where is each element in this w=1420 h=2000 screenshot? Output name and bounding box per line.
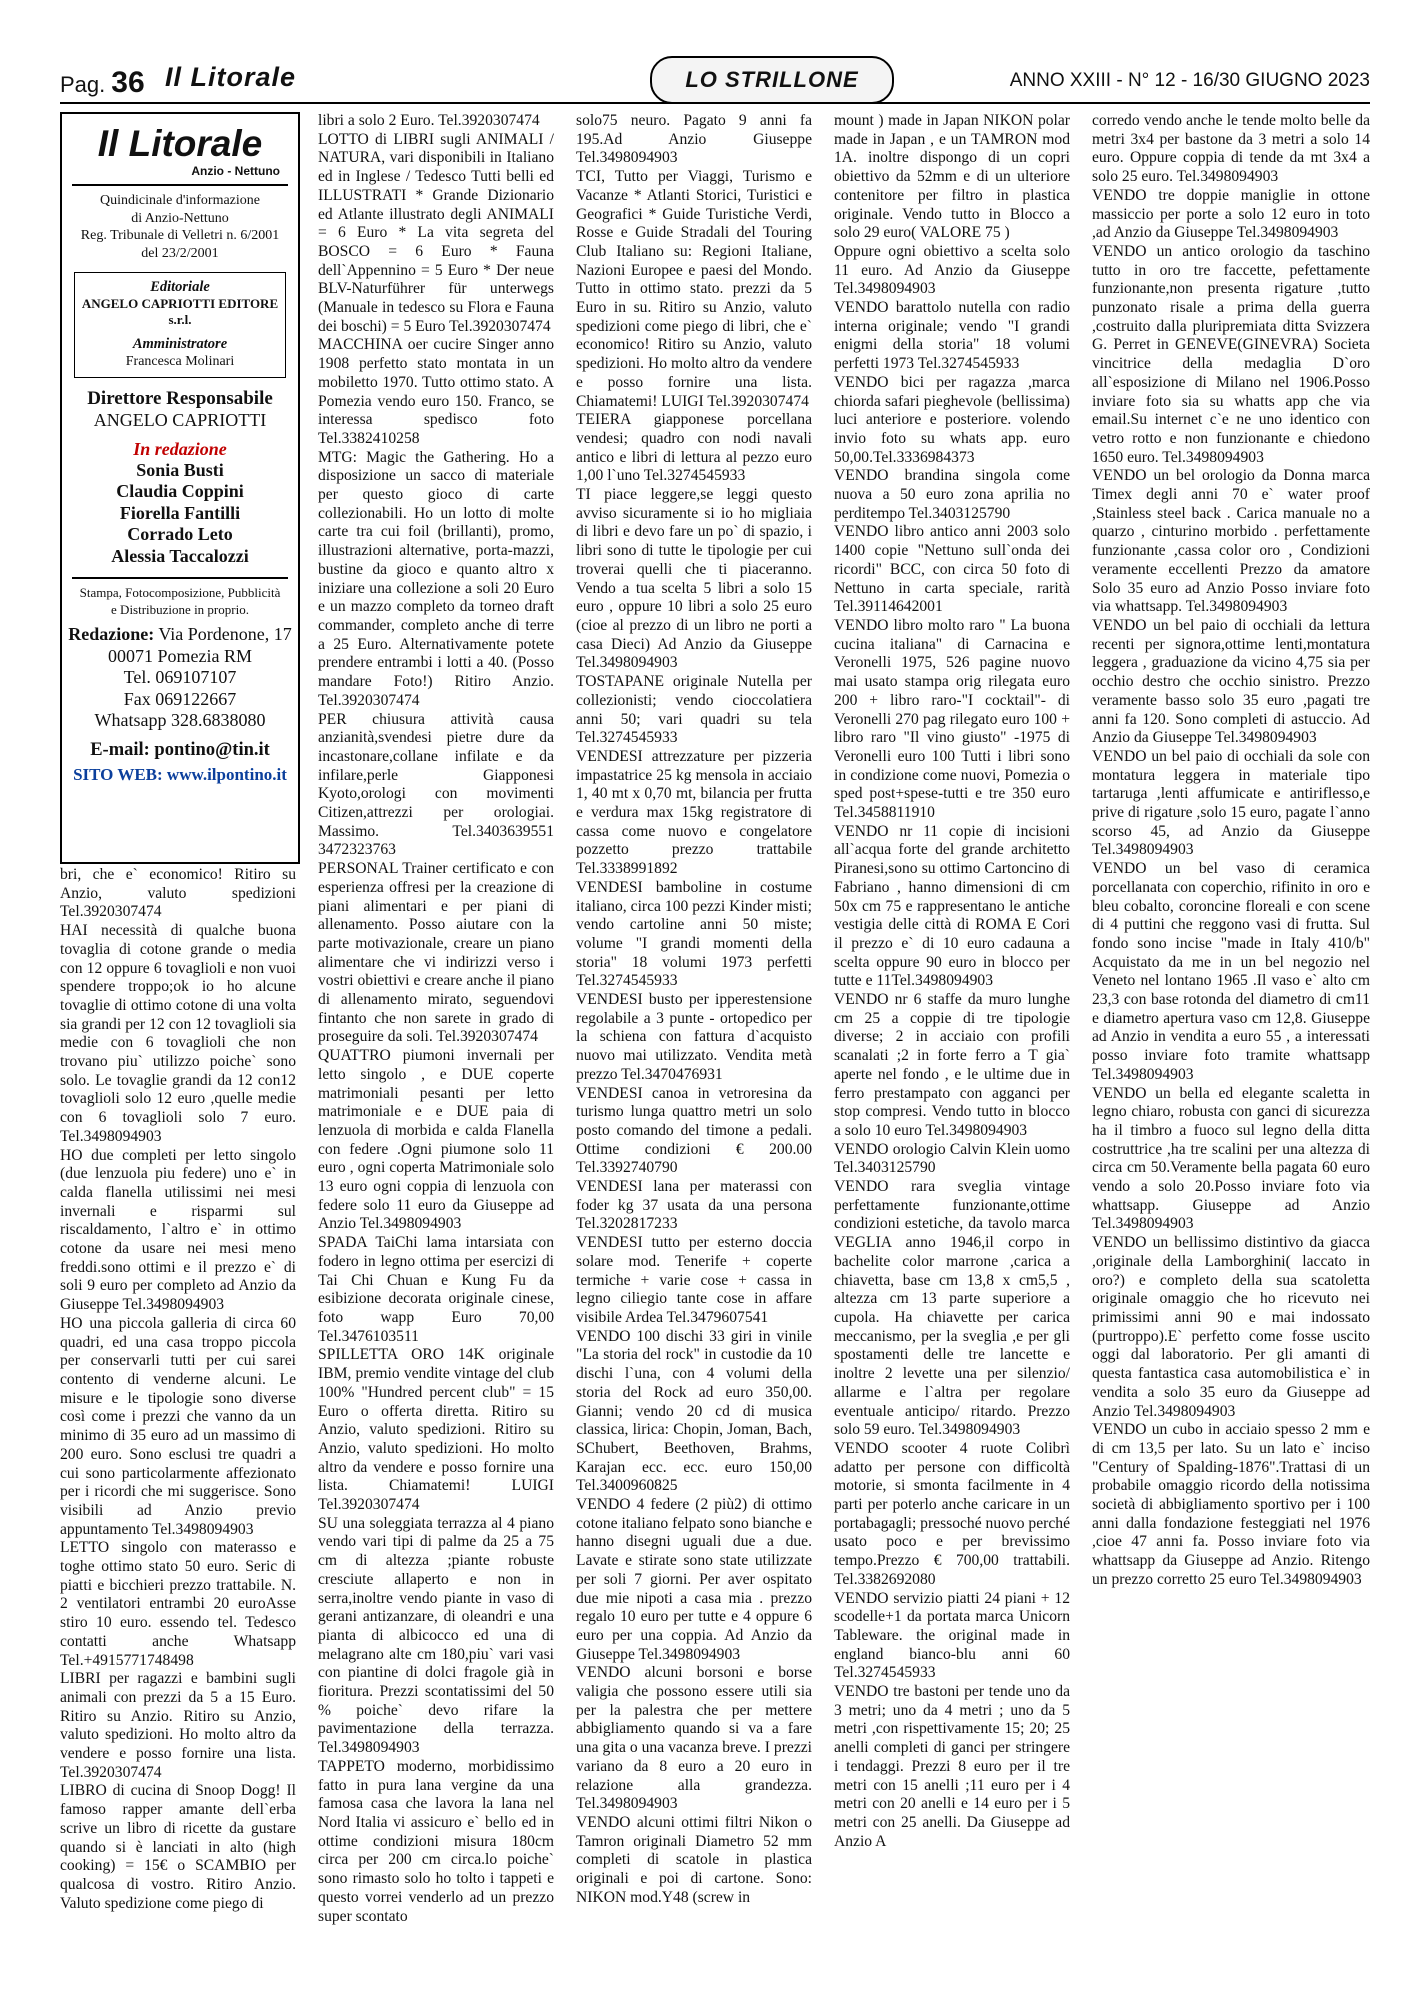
classified-ad: VENDO brandina singola come nuova a 50 euro zona aprilia no perditempo Tel.3403125790 xyxy=(834,467,1074,522)
classified-ad: LETTO singolo con materasso e toghe ottimo stato 50 euro. Seric di piatti e bicchieri prezzo trattabile. N. 2 ventilatori entrambi 20 euroAsse stiro 10 euro. essendo tel. Tedesco contatti anche Whatsapp Tel.+4915771748498 xyxy=(60,1539,300,1669)
classified-ad: VENDESI busto per ipperestensione regolabile a 3 punte - ortopedico per la schiena con fattura d`acquisto nuovo mai utilizzato. Vendita metà prezzo Tel.3470476931 xyxy=(576,991,816,1083)
issue-info: ANNO XXIII - N° 12 - 16/30 GIUGNO 2023 xyxy=(1009,70,1370,91)
classified-ad: VENDO 4 federe (2 più2) di ottimo cotone italiano felpato sono bianche e hanno disegni uguali due a due. Lavate e stirate sono state utilizzate per soli 7 giorni. Per aver ospitato due mie nipoti a casa mia . prezzo regalo 10 euro per tutte e 4 oppure 6 euro per una coppia. Ad Anzio da Giuseppe Tel.3498094903 xyxy=(576,1496,816,1663)
classified-ad: SPADA TaiChi lama intarsiata con fodero in legno ottima per esercizi di Tai Chi Chuan e Kung Fu da esibizione decorata originale cinese, foto wapp Euro 70,00 Tel.3476103511 xyxy=(318,1234,558,1345)
info-line: Quindicinale d'informazione xyxy=(100,193,260,208)
email-address[interactable]: E-mail: pontino@tin.it xyxy=(90,739,270,760)
classified-ad: TCI, Tutto per Viaggi, Turismo e Vacanze * Atlanti Storici, Turistici e Geografici * Guide Turistiche Verdi, Rosse e Guide Stradali del Touring Club Italiano su: Regioni Italiane, Nazioni Europee e paesi del Mondo. Tutto in ottimo stato. prezzi da 5 Euro in su. Ritiro su Anzio, valuto spedizioni come piego di libri, che e` economico! Ritiro su Anzio, valuto spedizioni. Ho molto altro da vendere e posso fornire una lista. Chiamatemi! LUIGI Tel.3920307474 xyxy=(576,168,816,410)
classified-ad: VENDO rara sveglia vintage perfettamente funzionante,ottime condizioni estetiche, da tavolo marca VEGLIA anno 1946,il corpo in bachelite color marrone ,carica a chiavetta, base cm 13,8 x cm5,5 , altezza cm 13 parte superiore a cupola. Ha chiavette per carica meccanismo, per la sveglia ,e per gli spostamenti delle tre lancette e inoltre 2 levette una per silenzio/ allarme e l`altra per regolare eventuale anticipo/ ritardo. Prezzo solo 59 euro. Tel.3498094903 xyxy=(834,1178,1074,1439)
classified-ad: PER chiusura attività causa anzianità,svendesi pietre dure da incastonare,collane infilate e da infilare,perle Giapponesi Kyoto,orologi con movimenti Citizen,attrezzi per orologiai. Massimo. Tel.3403639551 3472323763 xyxy=(318,710,558,859)
page-header xyxy=(60,62,1370,104)
classified-ad: LOTTO di LIBRI sugli ANIMALI / NATURA, vari disponibili in Italiano ed in Inglese / Tedesco Tutti belli ed ILLUSTRATI * Grande Dizionario ed Atlante illustrato degli ANIMALI = 6 Euro * La vita segreta del BOSCO = 6 Euro * Fauna dell`Appennino = 5 Euro * Der neue BLV-Naturführer für unterwegs (Manuale in tedesco su Flora e Fauna dei boschi) = 5 Euro Tel.3920307474 xyxy=(318,130,558,335)
stampa-line: e Distribuzione in proprio. xyxy=(111,601,249,617)
classified-ad: VENDO tre doppie maniglie in ottone massiccio per porte a solo 12 euro in toto ,ad Anzio da Giuseppe Tel.3498094903 xyxy=(1092,186,1374,242)
classified-ad: VENDO un bel vaso di ceramica porcellanata con coperchio, rifinito in oro e bleu cobalto, coroncine floreali e con scene di 4 puttini che reggono vasi di frutta. Sul fondo sono incise "made in Italy 410/b" Acquistato da me in un bel negozio nel Veneto nel lontano 1965 .Il vaso e` alto cm 23,3 con base rotonda del diametro di cm11 e diametro apertura vaso cm 12,8. Giuseppe ad Anzio in vendita a euro 55 , a interessati posso inviare foto tramite whattsapp Tel.3498094903 xyxy=(1092,860,1374,1083)
amministratore-name: Francesca Molinari xyxy=(125,354,235,369)
classified-ad: corredo vendo anche le tende molto belle da metri 3x4 per bastone da 3 metri a solo 14 euro. Oppure coppia di tende da mt 3x4 a solo 25 euro. Tel.3498094903 xyxy=(1092,112,1374,186)
classified-ad: PERSONAL Trainer certificato e con esperienza offresi per la creazione di piani alimentari e per piani di allenamento. Posso aiutare con la parte motivazionale, creare un piano alimentare che vi indirizzi verso i vostri obiettivi e creare anche il piano di allenamento mirato, seguendovi fintanto che non sarete in grado di proseguire da soli. Tel.3920307474 xyxy=(318,860,558,1046)
classified-ad: VENDO un cubo in acciaio spesso 2 mm e di cm 13,5 per lato. Su un lato e` inciso "Century of Spalding-1876".Trattasi di un probabile omaggio ricordo della notissima società di abbigliamento sportivo per i 100 anni dalla fondazione festeggiati nel 1976 ,cioe 47 anni fa. Posso inviare foto via whattsapp da Giuseppe ad Anzio. Ritengo un prezzo corretto 25 euro Tel.3498094903 xyxy=(1092,1421,1374,1588)
ads-column-1 xyxy=(60,866,300,1913)
classified-ad: QUATTRO piumoni invernali per letto singolo , e DUE coperte matrimoniali pesanti per letto matrimoniale e e DUE paia di lenzuola di morbida e calda Flanella con federe .Ogni piumone solo 11 euro , ogni coperta Matrimoniale solo 13 euro ogni coppia di lenzuola con federe solo 11 euro da Giuseppe ad Anzio Tel.3498094903 xyxy=(318,1047,558,1233)
publication-name: Il Litorale xyxy=(165,62,297,92)
phone-number: Tel. 069107107 xyxy=(123,667,237,688)
stampa-line: Stampa, Fotocomposizione, Pubblicità xyxy=(79,585,281,601)
classified-ad: VENDO alcuni borsoni e borse valigia che possono essere utili sia per la palestra che per mettere abbigliamento quando si va a fare una gita o una vacanza breve. I prezzi variano da 8 euro a 20 euro in relazione alla grandezza. Tel.3498094903 xyxy=(576,1664,816,1813)
classified-ad: VENDO orologio Calvin Klein uomo Tel.3403125790 xyxy=(834,1140,1074,1177)
classified-ad: VENDO scooter 4 ruote Colibrì adatto per persone con difficoltà motorie, si smonta facilmente in 4 parti per poterlo anche caricare in un portabagagli; pressoché nuovo perché usato poco e per brevissimo tempo.Prezzo € 700,00 trattabili. Tel.3382692080 xyxy=(834,1439,1074,1588)
redazione-label: In redazione xyxy=(133,438,227,459)
classified-ad: TEIERA giapponese porcellana vendesi; quadro con nodi navali antico e libri di lettura al pezzo euro 1,00 l`uno Tel.3274545933 xyxy=(576,411,816,485)
classified-ad: TOSTAPANE originale Nutella per collezionisti; vendo cioccolatiera anni 50; vari quadri su tela Tel.3274545933 xyxy=(576,673,816,747)
classified-ad: VENDESI lana per materassi con foder kg 37 usata da una persona Tel.3202817233 xyxy=(576,1178,816,1233)
staff-name: Sonia Busti xyxy=(136,459,224,480)
classified-ad: VENDO un bellissimo distintivo da giacca ,originale della Lamborghini( laccato in oro?) e completo della sua scatoletta originale omaggio che ho ricevuto nei primissimi anni 90 e mai indossato (purtroppo).E` perfetto come fosse uscito oggi dal laboratorio. Per gli amanti di questa fantastica casa automobilistica e` in vendita a solo 35 euro da Giuseppe ad Anzio Tel.3498094903 xyxy=(1092,1234,1374,1420)
classified-ad: mount ) made in Japan NIKON polar made in Japan , e un TAMRON mod 1A. inoltre dispongo di un copri obiettivo da 52mm e di un ulteriore contenitore per filtro in plastica originale. Vendo tutto in Blocco a solo 29 euro( VALORE 75 ) xyxy=(834,112,1074,242)
classified-ad: SPILLETTA ORO 14K originale IBM, premio vendite vintage del club 100% "Hundred percent club" = 15 Euro o offerta diretta. Ritiro su Anzio, valuto spedizioni. Ritiro su Anzio, valuto spedizioni. Ho molto altro da vendere e posso fornire una lista. Chiamatemi! LUIGI Tel.3920307474 xyxy=(318,1346,558,1514)
classified-ad: VENDO libro antico anni 2003 solo 1400 copie "Nettuno sull`onda dei ricordi" BCC, con circa 50 foto di Nettuno in carta speciale, rarità Tel.39114642001 xyxy=(834,523,1074,616)
website-link[interactable]: SITO WEB: www.ilpontino.it xyxy=(73,764,287,784)
classified-ad: LIBRI per ragazzi e bambini sugli animali con prezzi da 5 a 15 Euro. Ritiro su Anzio. Ritiro su Anzio, valuto spedizioni. Ho molto altro da vendere e posso fornire una lista. Tel.3920307474 xyxy=(60,1670,300,1781)
classified-ad: HO due completi per letto singolo (due lenzuola piu federe) uno e` in calda flanella utilissimi nei mesi invernali e risparmi sul riscaldamento, l`altro e` in ottimo cotone da usare nei mesi meno freddi.sono ottimi e il prezzo e` di soli 9 euro per completo ad Anzio da Giuseppe Tel.3498094903 xyxy=(60,1146,300,1314)
lo-strillone-logo: LO STRILLONE xyxy=(650,56,894,104)
fax-number: Fax 069122667 xyxy=(123,688,237,709)
direttore-label: Direttore Responsabile xyxy=(87,387,273,409)
info-line: di Anzio-Nettuno xyxy=(131,210,229,226)
classified-ad: VENDESI canoa in vetroresina da turismo lunga quattro metri un solo posto comando del timone a pedali. Ottime condizioni € 200.00 Tel.3392740790 xyxy=(576,1084,816,1177)
staff-name: Alessia Taccalozzi xyxy=(111,545,249,566)
classified-ad: VENDO un bel paio di occhiali da sole con montatura leggera in materiale tipo tartaruga ,lenti affumicate e antiriflesso,e prive di rigature ,solo 15 euro, pagate l`anno scorso 45, ad Anzio da Giuseppe Tel.3498094903 xyxy=(1092,747,1374,859)
classified-ad: VENDO tre bastoni per tende uno da 3 metri; uno da 4 metri ; uno da 5 metri ,con rispettivamente 15; 20; 25 anelli completi di ganci per stringere i tendaggi. Prezzi 8 euro per il tre metri con 15 anelli ;11 euro per i 4 metri con 20 anelli e 14 euro per i 5 metri con 25 anelli. Da Giuseppe ad Anzio A xyxy=(834,1683,1074,1850)
classified-ad: VENDO un bel orologio da Donna marca Timex degli anni 70 e` water proof ,Stainless steel back . Carica manuale no a quarzo , cinturino morbido . perfettamente funzionante ,cassa color oro , Condizioni veramente eccellenti Prezzo da amatore Solo 35 euro ad Anzio Posso inviare foto via whattsapp. Tel.3498094903 xyxy=(1092,467,1374,616)
address-city: 00071 Pomezia RM xyxy=(108,645,252,666)
classified-ad: VENDO barattolo nutella con radio interna originale; vendo "I grandi enigmi della storia" 18 volumi perfetti 1973 Tel.3274545933 xyxy=(834,299,1074,373)
masthead-info xyxy=(62,192,298,262)
classified-ad: bri, che e` economico! Ritiro su Anzio, valuto spedizioni Tel.3920307474 xyxy=(60,866,300,921)
classified-ad: HO una piccola galleria di circa 60 quadri, ed una casa troppo piccola per conservarli tutti per cui sarei contento di venderne alcuni. Le misure e le tipologie sono diverse così come i prezzi che vanno da un minimo di 35 euro ad un massimo di 200 euro. Sono esclusi tre quadri a cui sono particolarmente affezionato per i ricordi che mi suggerisce. Sono visibili ad Anzio previo appuntamento Tel.3498094903 xyxy=(60,1314,300,1538)
classified-ad: VENDO libro molto raro " La buona cucina italiana" di Carnacina e Veronelli 1975, 526 pagine nuovo mai usato stampa orig rilegata euro 200 + libro raro-"I cocktail"- di Veronelli 270 pag rilegato euro 100 + libro raro "Il vino giusto" -1975 di Veronelli euro 100 Tutti i libri sono in condizione come nuovi, Pomezia o sped post+spese-tutti e tre 350 euro Tel.3458811910 xyxy=(834,616,1074,822)
amministratore-label: Amministratore xyxy=(132,336,228,352)
classified-ad: VENDO nr 6 staffe da muro lunghe cm 25 a coppie di tre tipologie diverse; 2 in acciaio con profili scanalati ;2 in forte ferro a T gia` aperte nel fondo , e le ultime due in ferro prestampato con agganci per stop compresi. Vendo tutto in blocco a solo 10 euro Tel.3498094903 xyxy=(834,991,1074,1139)
page-label xyxy=(60,66,151,100)
masthead-title: Il Litorale xyxy=(97,123,263,164)
classified-ad: VENDESI attrezzature per pizzeria impastatrice 25 kg mensola in acciaio 1, 40 mt x 0,70 mt, bilancia per frutta e verdura max 15kg registratore di cassa come nuovo e congelatore pozzetto prezzo trattabile Tel.3338991892 xyxy=(576,747,816,878)
classified-ad: LIBRO di cucina di Snoop Dogg! Il famoso rapper amante dell`erba scrive un libro di ricette da gustare quando si è lanciati in alto (high cooking) = 15€ o SCAMBIO per qualcosa di vostro. Ritiro Anzio. Valuto spedizione come piego di xyxy=(60,1782,300,1912)
page-number: 36 xyxy=(111,66,145,99)
direttore-name: ANGELO CAPRIOTTI xyxy=(93,409,267,430)
classified-ad: VENDO alcuni ottimi filtri Nikon o Tamron originali Diametro 52 mm completi di scatole in plastica originali e poi di cartone. Sono: NIKON mod.Y48 (screw in xyxy=(576,1813,816,1906)
classified-ad: HAI necessità di qualche buona tovaglia di cotone grande o media con 12 oppure 6 tovaglioli e non vuoi spendere troppo;ok io ho alcune tovaglie di ottimo cotone di una volta sia grandi per 12 con 12 tovaglioli sia medie con 6 tovaglioli che non trovano piu` utilizzo poiche` sono solo. Le tovaglie grandi da 12 con12 tovaglioli solo 12 euro ,quelle medie con 6 tovaglioli solo 7 euro. Tel.3498094903 xyxy=(60,922,300,1145)
pag-label: Pag. xyxy=(60,72,106,97)
classified-ad: VENDO nr 11 copie di incisioni all`acqua forte del grande architetto Piranesi,sono su ottimo Cartoncino di Fabriano , hanno dimensioni di cm 50x cm 75 e rappresentano le antiche vestigia delle città di ROMA E Cori il prezzo e` di 10 euro cadauna a scelta oppure 90 euro in blocco per tutte e 11Tel.3498094903 xyxy=(834,822,1074,990)
classified-ad: Oppure ogni obiettivo a scelta solo 11 euro. Ad Anzio da Giuseppe Tel.3498094903 xyxy=(834,242,1074,298)
classified-ad: VENDO un bel paio di occhiali da lettura recenti per signora,ottime lenti,montatura leggera , graduazione da vicino 4,75 sia per occhio destro che occhio sinistro. Prezzo veramente basso solo 35 euro ,pagati tre anni fa 120. Sono completi di astuccio. Ad Anzio da Giuseppe Tel.3498094903 xyxy=(1092,616,1374,747)
classified-ad: solo75 neuro. Pagato 9 anni fa 195.Ad Anzio Giuseppe Tel.3498094903 xyxy=(576,112,816,167)
classified-ad: VENDESI bamboline in costume italiano, circa 100 pezzi Kinder misti; vendo cartoline anni 50 miste; volume "I grandi momenti della storia" 18 volumi 1973 perfetti Tel.3274545933 xyxy=(576,878,816,990)
info-line: Reg. Tribunale di Velletri n. 6/2001 xyxy=(80,228,280,243)
classified-ad: libri a solo 2 Euro. Tel.3920307474 xyxy=(318,112,540,129)
ads-column-5 xyxy=(1092,112,1374,1590)
classified-ad: VENDO 100 dischi 33 giri in vinile "La storia del rock" in custodie da 10 dischi l`una, con 4 volumi della storia del Rock ad euro 350,00. Gianni; vendo 20 cd di musica classica, lirica: Chopin, Joman, Bach, SChubert, Beethoven, Brahms, Karajan ecc. ecc. euro 150,00 Tel.3400960825 xyxy=(576,1327,816,1495)
classified-ad: VENDO un bella ed elegante scaletta in legno chiaro, robusta con ganci di sicurezza ha il timbro a fuoco sul legno della ditta costruttrice ,ha tre scalini per una altezza di circa cm 50.Veramente bella pagata 60 euro vendo a solo 20.Posso inviare foto via whattsapp. Giuseppe ad Anzio Tel.3498094903 xyxy=(1092,1084,1374,1233)
classified-ad: VENDO bici per ragazza ,marca chiorda safari pieghevole (bellissima) luci anteriore e posteriore. volendo invio foto su whats app. euro 50,00.Tel.3336984373 xyxy=(834,373,1074,466)
ads-column-3 xyxy=(576,112,816,1908)
classified-ad: TI piace leggere,se leggi questo avviso sicuramente si io ho migliaia di libri e devo fare un po` di spazio, i libri sono di tutte le tipologie per cui troverai quelli che ti piaceranno. Vendo a tua scelta 5 libri a solo 15 euro , oppure 10 libri a solo 25 euro (cioe al prezzo di un libro ne porti a casa Dieci) Ad Anzio da Giuseppe Tel.3498094903 xyxy=(576,486,816,672)
ads-column-4 xyxy=(834,112,1074,1851)
redazione-address-label: Redazione: xyxy=(68,623,155,644)
whatsapp-number: Whatsapp 328.6838080 xyxy=(94,710,266,731)
classified-ad: VENDO servizio piatti 24 piani + 12 scodelle+1 da portata marca Unicorn Tableware. the original made in england bianco-blu anni 60 Tel.3274545933 xyxy=(834,1589,1074,1682)
info-line: del 23/2/2001 xyxy=(141,245,219,261)
staff-name: Claudia Coppini xyxy=(116,481,244,502)
editoriale-label: Editoriale xyxy=(150,279,210,295)
editoriale-name: ANGELO CAPRIOTTI EDITORE s.r.l. xyxy=(81,296,279,327)
address-street: Via Pordenone, 17 xyxy=(158,623,292,644)
staff-name: Corrado Leto xyxy=(127,524,233,545)
classified-ad: TAPPETO moderno, morbidissimo fatto in pura lana vergine da una famosa casa che lavora la lana nel Nord Italia vi assicuro e` bello ed in ottime condizioni misura 180cm circa per 200 cm circa.lo poiche` sono rimasto solo ho tolto i tappeti e questo vorrei venderlo ad un prezzo super scontato xyxy=(318,1757,558,1925)
masthead-subtitle: Anzio - Nettuno xyxy=(191,164,280,178)
staff-name: Fiorella Fantilli xyxy=(119,502,241,523)
classified-ad: VENDO un antico orologio da taschino tutto in oro tre faccette, pefettamente funzionante,non presenta rigature ,tutto punzonato risale a prima della guerra ,costruito dalla pluripremiata ditta Svizzera G. Perret in GENEVE(GINEVRA) Societa vincitrice della medaglia D`oro all`esposizione di Milano nel 1906.Posso inviare foto sia su whatts app che via email.Su internet c`e ne uno identico con vetro rotto e non funzionante e chiedono 1650 euro. Tel.3498094903 xyxy=(1092,242,1374,466)
classified-ad: MACCHINA oer cucire Singer anno 1908 perfetto stato montata in un mobiletto 1970. Tutto ottimo stato. A Pomezia vendo euro 150. Franco, se interessa spedisco foto Tel.3382410258 xyxy=(318,336,558,447)
ads-column-2 xyxy=(318,112,558,1926)
classified-ad: VENDESI tutto per esterno doccia solare mod. Tenerife + coperte termiche + varie cose + cassa in legno ciliegio tante cose in affare visibile Ardea Tel.3479607541 xyxy=(576,1234,816,1326)
staff-list xyxy=(62,460,298,568)
classified-ad: SU una soleggiata terrazza al 4 piano vendo vari tipi di palme da 25 a 75 cm di altezza ;piante robuste cresciute allaperto e non in serra,inoltre vendo piante in vaso di gerani antizanzare, di oleandri e una pianta di albicocco ed una di melagrano alte cm 180,piu` vari vasi con piantine di dolci fragole già in fioritura. Prezzi scontatissimi del 50 % poiche` devo rifare la pavimentazione della terrazza. Tel.3498094903 xyxy=(318,1514,558,1757)
classified-ad: MTG: Magic the Gathering. Ho a disposizione un sacco di materiale per questo gioco di carte collezionabili. Ho un lotto di molte carte tra cui foil (brillanti), promo, illustrazioni alternative, porta-mazzi, bustine da gioco e quanto altro x iniziare una collezione a soli 20 Euro e un mazzo completo da torneo draft commander, completo anche di terre a 25 Euro. Alternativamente potete prendere entrambi i lotti a 40. (Posso mandare Foto!) Ritiro Anzio. Tel.3920307474 xyxy=(318,448,558,709)
masthead-box xyxy=(60,112,300,864)
